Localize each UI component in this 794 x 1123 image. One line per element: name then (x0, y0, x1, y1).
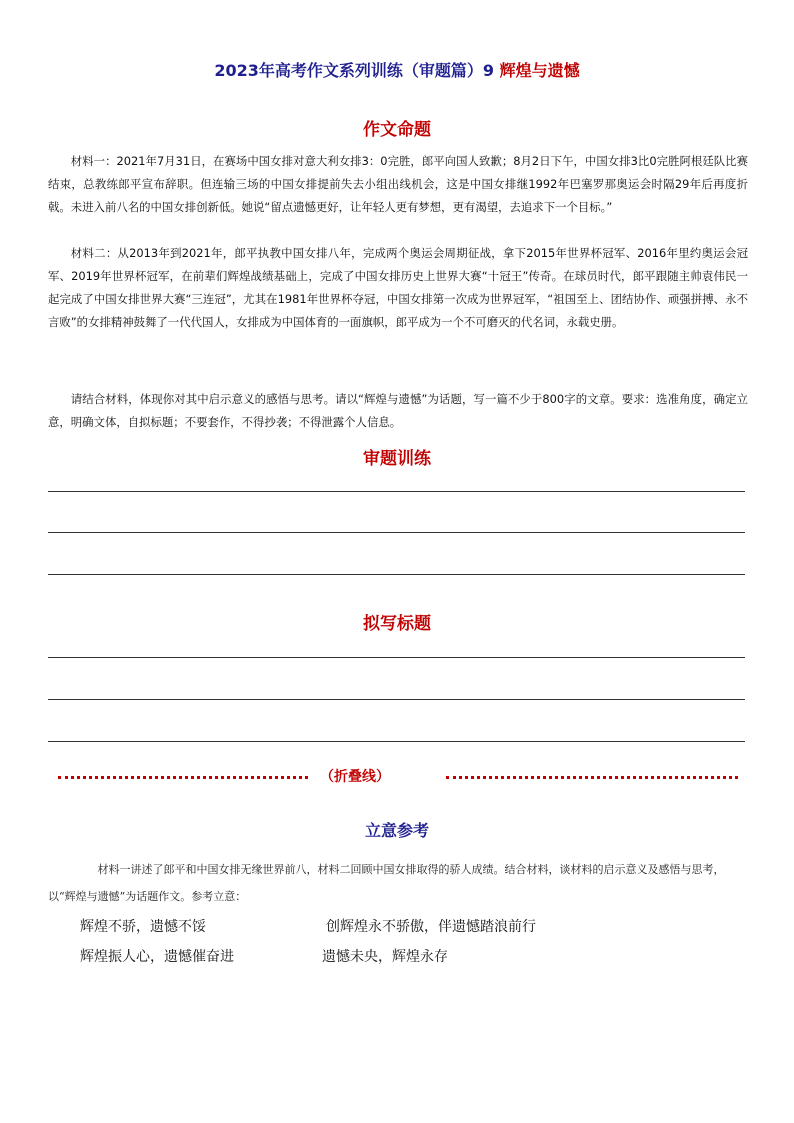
material-one-paragraph: 材料一：2021年7月31日，在赛场中国女排对意大利女排3：0完胜，郎平向国人致歉；8月2日下午，中国女排3比0完胜阿根廷队比赛结束，总教练郎平宣布辞职。但连输三场的中国女排提前失去小组出线机会，这是中国女排继1992年巴塞罗那奥运会时隔29年后再度折戟。未进入前八名的中国女排创新低。她说“留点遗憾更好，让年轻人更有梦想，更有渴望，去追求下一个目标。” (48, 154, 748, 214)
title-topic: 辉煌与遗憾 (499, 61, 580, 80)
fold-dots-right (446, 776, 738, 779)
fold-line (58, 766, 738, 786)
writing-line (48, 741, 745, 742)
material-two-paragraph: 材料二：从2013年到2021年，郎平执教中国女排八年，完成两个奥运会周期征战，拿下2015年世界杯冠军、2016年里约奥运会冠军、2019年世界杯冠军，在前辈们辉煌战绩基础上，完成了中国女排历史上世界大赛“十冠王”传奇。在球员时代，郎平跟随主帅袁伟民一起完成了中国女排世界大赛“三连冠”，尤其在1981年世界杯夺冠，中国女排第一次成为世界冠军，“祖国至上、团结协作、顽强拼搏、永不言败”的女排精神鼓舞了一代代国人，女排成为中国体育的一面旗帜，郎平成为一个不可磨灭的代名词，永载史册。 (48, 246, 748, 329)
idea-item: 辉煌振人心，遗憾催奋进 (80, 949, 234, 965)
idea-item: 辉煌不骄，遗憾不馁 (80, 919, 206, 935)
writing-line (48, 657, 745, 658)
title-main: 2023年高考作文系列训练（审题篇）9 (214, 61, 500, 80)
fold-label: （折叠线） (320, 769, 390, 785)
idea-item: 遗憾未央，辉煌永存 (322, 949, 448, 965)
task-paragraph: 请结合材料，体现你对其中启示意义的感悟与思考。请以“辉煌与遗憾”为话题，写一篇不少于800字的文章。要求：选准角度，确定立意，明确文体，自拟标题；不要套作，不得抄袭；不得泄露个人信息。 (48, 392, 748, 429)
prompt-heading: 作文命题 (363, 120, 431, 140)
title-heading: 拟写标题 (363, 614, 431, 634)
training-heading: 审题训练 (363, 449, 431, 469)
writing-line (48, 574, 745, 575)
reference-paragraph: 材料一讲述了郎平和中国女排无缘世界前八，材料二回顾中国女排取得的骄人成绩。结合材料，谈材料的启示意义及感悟与思考，以“辉煌与遗憾”为话题作文。参考立意： (48, 863, 725, 903)
writing-line (48, 491, 745, 492)
writing-line (48, 699, 745, 700)
idea-item: 创辉煌永不骄傲，伴遗憾踏浪前行 (326, 919, 536, 935)
writing-line (48, 532, 745, 533)
document-title (0, 58, 794, 81)
reference-heading: 立意参考 (364, 821, 429, 840)
fold-dots-left (58, 776, 308, 779)
